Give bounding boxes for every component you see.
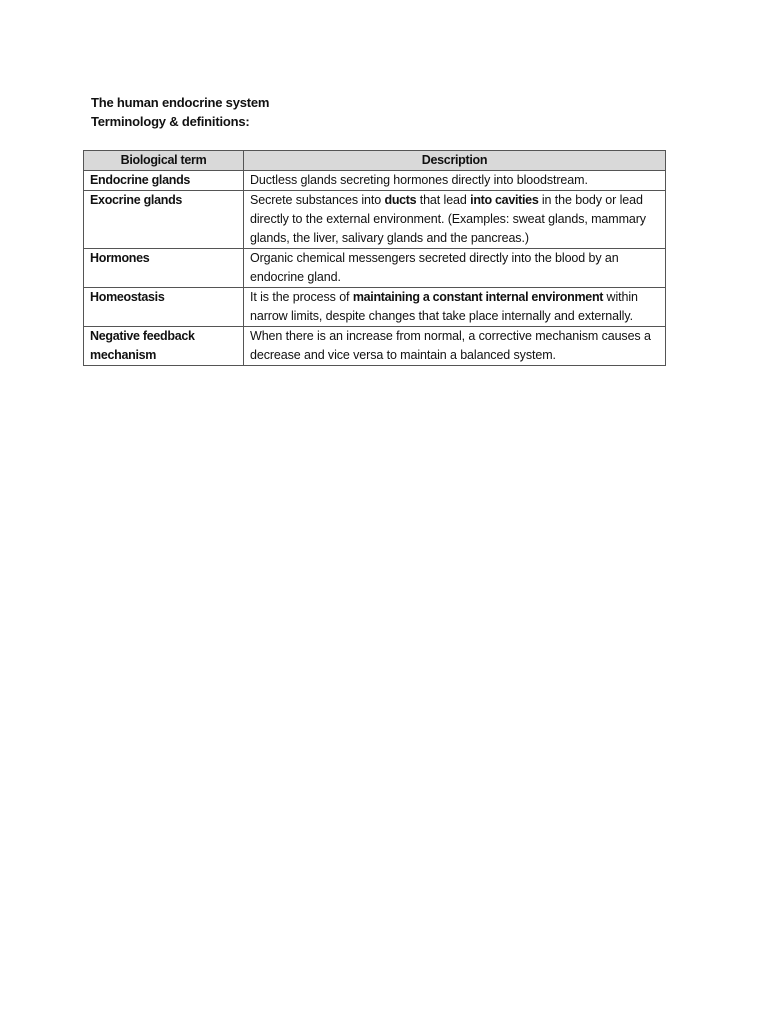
description-cell [244, 171, 666, 191]
column-header-description: Description [244, 151, 666, 171]
table-row [84, 249, 666, 288]
table-row [84, 191, 666, 249]
description-text: that lead [416, 193, 471, 207]
document-title: The human endocrine system [91, 95, 270, 110]
description-emphasis: into cavities [470, 193, 539, 207]
description-cell [244, 191, 666, 249]
table-row [84, 288, 666, 327]
description-text: Ductless glands secreting hormones directly into bloodstream. [250, 173, 588, 187]
term-cell: Exocrine glands [84, 191, 244, 249]
description-text: within narrow limits, despite changes that take place internally and externally. [250, 290, 638, 323]
table-body [84, 171, 666, 366]
description-cell [244, 327, 666, 366]
table-header-row [84, 151, 666, 171]
description-text: in the body or lead directly to the external environment. (Examples: sweat glands, mammary glands, the liver, salivary glands and the pancreas.) [250, 193, 646, 245]
table-row [84, 171, 666, 191]
term-cell: Homeostasis [84, 288, 244, 327]
description-text: When there is an increase from normal, a corrective mechanism causes a decrease and vice versa to maintain a balanced system. [250, 329, 651, 362]
column-header-term: Biological term [84, 151, 244, 171]
document-subtitle: Terminology & definitions: [91, 114, 250, 129]
description-text: It is the process of [250, 290, 353, 304]
term-cell: Hormones [84, 249, 244, 288]
table-row [84, 327, 666, 366]
description-text: Secrete substances into [250, 193, 385, 207]
term-cell: Endocrine glands [84, 171, 244, 191]
term-cell: Negative feedback mechanism [84, 327, 244, 366]
description-cell [244, 249, 666, 288]
description-text: Organic chemical messengers secreted directly into the blood by an endocrine gland. [250, 251, 619, 284]
description-emphasis: maintaining a constant internal environment [352, 290, 604, 304]
terminology-table [83, 150, 666, 366]
description-emphasis: ducts [384, 193, 417, 207]
description-cell [244, 288, 666, 327]
